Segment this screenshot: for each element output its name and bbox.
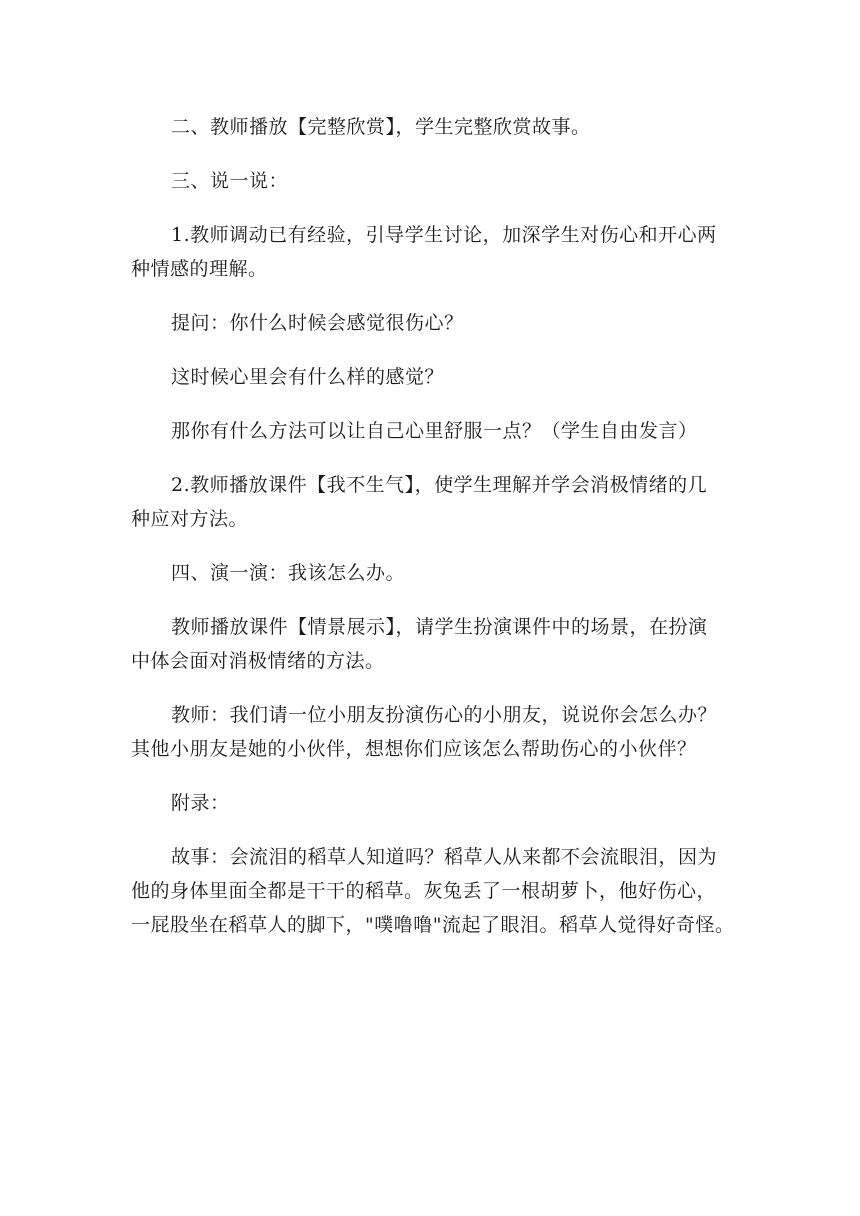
paragraph-appendix-heading bbox=[131, 786, 735, 820]
paragraph-section-two bbox=[131, 110, 735, 144]
paragraph-item-1 bbox=[131, 218, 735, 286]
text-line: 提问：你什么时候会感觉很伤心？ bbox=[171, 312, 464, 334]
text-line: 故事：会流泪的稻草人知道吗？稻草人从来都不会流眼泪，因为 bbox=[171, 846, 718, 868]
paragraph-method bbox=[131, 414, 735, 448]
text-line: 种应对方法。 bbox=[131, 508, 249, 530]
paragraph-section-three-heading bbox=[131, 164, 735, 198]
document-body bbox=[131, 110, 735, 962]
text-line: 一屁股坐在稻草人的脚下，"噗噜噜"流起了眼泪。稻草人觉得好奇怪。 bbox=[131, 914, 735, 936]
paragraph-teacher-dialogue bbox=[131, 698, 735, 766]
paragraph-item-2 bbox=[131, 468, 735, 536]
text-line: 1.教师调动已有经验，引导学生讨论，加深学生对伤心和开心两 bbox=[171, 224, 717, 246]
text-line: 教师播放课件【情景展示】，请学生扮演课件中的场景，在扮演 bbox=[171, 616, 708, 638]
text-line: 2.教师播放课件【我不生气】，使学生理解并学会消极情绪的几 bbox=[171, 474, 708, 496]
paragraph-story bbox=[131, 840, 735, 942]
text-line: 其他小朋友是她的小伙伴，想想你们应该怎么帮助伤心的小伙伴？ bbox=[131, 738, 697, 760]
paragraph-section-four bbox=[131, 556, 735, 590]
text-line: 这时候心里会有什么样的感觉？ bbox=[171, 366, 445, 388]
text-line: 中体会面对消极情绪的方法。 bbox=[131, 650, 385, 672]
text-line: 二、教师播放【完整欣赏】，学生完整欣赏故事。 bbox=[171, 116, 591, 138]
text-line: 教师：我们请一位小朋友扮演伤心的小朋友，说说你会怎么办？ bbox=[171, 704, 718, 726]
paragraph-feeling bbox=[131, 360, 735, 394]
text-line: 四、演一演：我该怎么办。 bbox=[171, 562, 406, 584]
text-line: 三、说一说： bbox=[171, 170, 289, 192]
text-line: 附录： bbox=[171, 792, 230, 814]
text-line: 他的身体里面全都是干干的稻草。灰兔丢了一根胡萝卜，他好伤心， bbox=[131, 880, 717, 902]
text-line: 那你有什么方法可以让自己心里舒服一点？（学生自由发言） bbox=[171, 420, 698, 442]
paragraph-question bbox=[131, 306, 735, 340]
text-line: 种情感的理解。 bbox=[131, 258, 268, 280]
paragraph-scene bbox=[131, 610, 735, 678]
